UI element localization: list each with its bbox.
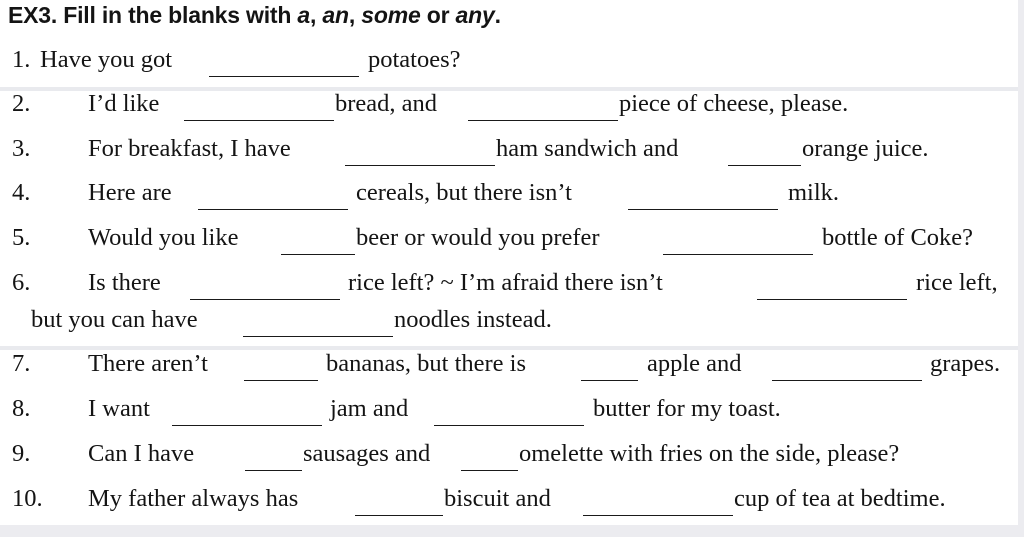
answer-blank[interactable] xyxy=(461,440,518,471)
answer-blank[interactable] xyxy=(581,350,638,381)
item-text: cereals, but there isn’t xyxy=(356,179,572,206)
answer-blank[interactable] xyxy=(355,485,443,516)
item-text: grapes. xyxy=(930,350,1001,377)
item-number: 10. xyxy=(12,485,43,512)
page-edge-shadow xyxy=(1018,0,1024,537)
answer-blank[interactable] xyxy=(198,179,348,210)
item-text: For breakfast, I have xyxy=(88,135,291,162)
item-number: 9. xyxy=(12,440,31,467)
item-text: cup of tea at bedtime. xyxy=(734,485,946,512)
item-text: Here are xyxy=(88,179,172,206)
answer-blank[interactable] xyxy=(245,440,302,471)
item-text: butter for my toast. xyxy=(593,395,781,422)
item-text: beer or would you prefer xyxy=(356,224,600,251)
answer-blank[interactable] xyxy=(172,395,322,426)
item-text: apple and xyxy=(647,350,742,377)
item-number: 7. xyxy=(12,350,31,377)
answer-blank[interactable] xyxy=(583,485,733,516)
answer-blank[interactable] xyxy=(184,90,334,121)
item-number: 6. xyxy=(12,269,31,296)
item-text: rice left? ~ I’m afraid there isn’t xyxy=(348,269,663,296)
page-edge-shadow xyxy=(0,525,1024,537)
item-text: jam and xyxy=(330,395,409,422)
item-text: sausages and xyxy=(303,440,431,467)
item-text: omelette with fries on the side, please? xyxy=(519,440,900,467)
item-number: 8. xyxy=(12,395,31,422)
exercise-item xyxy=(0,269,1024,309)
answer-blank[interactable] xyxy=(281,224,355,255)
item-text: bananas, but there is xyxy=(326,350,527,377)
item-text: orange juice. xyxy=(802,135,929,162)
item-text: noodles instead. xyxy=(394,306,552,333)
answer-blank[interactable] xyxy=(663,224,813,255)
item-number: 2. xyxy=(12,90,31,117)
item-number: 5. xyxy=(12,224,31,251)
item-number: 1. xyxy=(12,46,31,73)
item-text: but you can have xyxy=(31,306,198,333)
answer-blank[interactable] xyxy=(628,179,778,210)
answer-blank[interactable] xyxy=(728,135,801,166)
item-text: milk. xyxy=(788,179,840,206)
item-text: I want xyxy=(88,395,150,422)
answer-blank[interactable] xyxy=(757,269,907,300)
item-text: Have you got xyxy=(40,46,172,73)
answer-blank[interactable] xyxy=(468,90,618,121)
answer-blank[interactable] xyxy=(244,350,318,381)
item-number: 3. xyxy=(12,135,31,162)
answer-blank[interactable] xyxy=(772,350,922,381)
item-text: bread, and xyxy=(335,90,438,117)
item-text: piece of cheese, please. xyxy=(619,90,849,117)
answer-blank[interactable] xyxy=(190,269,340,300)
item-text: biscuit and xyxy=(444,485,551,512)
item-text: rice left, xyxy=(916,269,998,296)
answer-blank[interactable] xyxy=(434,395,584,426)
answer-blank[interactable] xyxy=(345,135,495,166)
item-text: There aren’t xyxy=(88,350,208,377)
answer-blank[interactable] xyxy=(209,46,359,77)
exercise-heading: EX3. Fill in the blanks with a, an, some or any. xyxy=(8,2,501,28)
item-text: Can I have xyxy=(88,440,195,467)
answer-blank[interactable] xyxy=(243,306,393,337)
item-text: ham sandwich and xyxy=(496,135,679,162)
item-text: Would you like xyxy=(88,224,239,251)
item-text: I’d like xyxy=(88,90,160,117)
item-text: My father always has xyxy=(88,485,299,512)
item-text: bottle of Coke? xyxy=(822,224,974,251)
item-number: 4. xyxy=(12,179,31,206)
item-text: potatoes? xyxy=(368,46,461,73)
item-text: Is there xyxy=(88,269,161,296)
